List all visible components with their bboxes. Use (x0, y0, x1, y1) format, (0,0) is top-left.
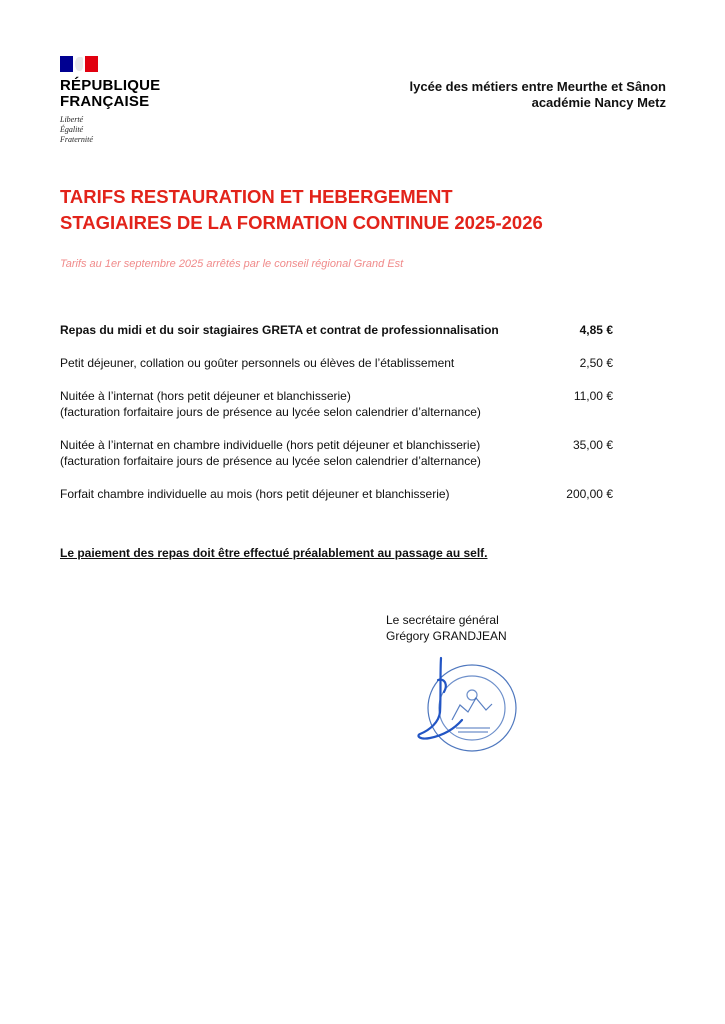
academy-name: académie Nancy Metz (531, 95, 666, 110)
title-line2: STAGIAIRES DE LA FORMATION CONTINUE 2025-2026 (60, 212, 543, 233)
republique-francaise-logo (60, 56, 180, 145)
rate-label: Petit déjeuner, collation ou goûter personnels ou élèves de l’établissement (60, 356, 455, 370)
rate-row (60, 355, 613, 371)
rate-price: 2,50 € (579, 356, 613, 370)
document-subtitle: Tarifs au 1er septembre 2025 arrêtés par le conseil régional Grand Est (60, 258, 404, 270)
motto-liberte: Liberté (60, 115, 84, 124)
rate-label: Nuitée à l’internat en chambre individuelle (hors petit déjeuner et blanchisserie) (60, 438, 481, 452)
rate-label: Nuitée à l’internat (hors petit déjeuner et blanchisserie) (60, 389, 351, 403)
school-header (410, 79, 666, 111)
rate-note: (facturation forfaitaire jours de présence au lycée selon calendrier d’alternance) (60, 454, 481, 468)
rate-price: 4,85 € (579, 323, 613, 337)
payment-notice: Le paiement des repas doit être effectué préalablement au passage au self. (60, 546, 488, 560)
republique-line1: RÉPUBLIQUE (60, 77, 161, 94)
motto-fraternite: Fraternité (60, 135, 93, 144)
school-name: lycée des métiers entre Meurthe et Sânon (409, 79, 666, 94)
motto (60, 115, 180, 145)
rate-row (60, 322, 613, 338)
marianne-flag-icon (60, 56, 98, 72)
rate-row (60, 486, 613, 502)
rate-label: Forfait chambre individuelle au mois (hors petit déjeuner et blanchisserie) (60, 487, 450, 501)
republique-line2: FRANÇAISE (60, 93, 150, 110)
signer-name: Grégory GRANDJEAN (386, 629, 507, 643)
rate-label: Repas du midi et du soir stagiaires GRETA et contrat de professionnalisation (60, 323, 499, 337)
rate-price: 200,00 € (566, 487, 613, 501)
signature-block (386, 612, 507, 644)
signer-role: Le secrétaire général (386, 613, 499, 627)
rate-note: (facturation forfaitaire jours de présence au lycée selon calendrier d’alternance) (60, 405, 481, 419)
title-line1: TARIFS RESTAURATION ET HEBERGEMENT (60, 186, 453, 207)
document-title (60, 184, 543, 236)
rate-price: 11,00 € (573, 389, 613, 403)
rate-row (60, 437, 613, 469)
official-stamp-icon (400, 650, 530, 760)
motto-egalite: Égalité (60, 125, 84, 134)
rate-row (60, 388, 613, 420)
rates-list (60, 322, 613, 519)
rate-price: 35,00 € (572, 438, 613, 452)
